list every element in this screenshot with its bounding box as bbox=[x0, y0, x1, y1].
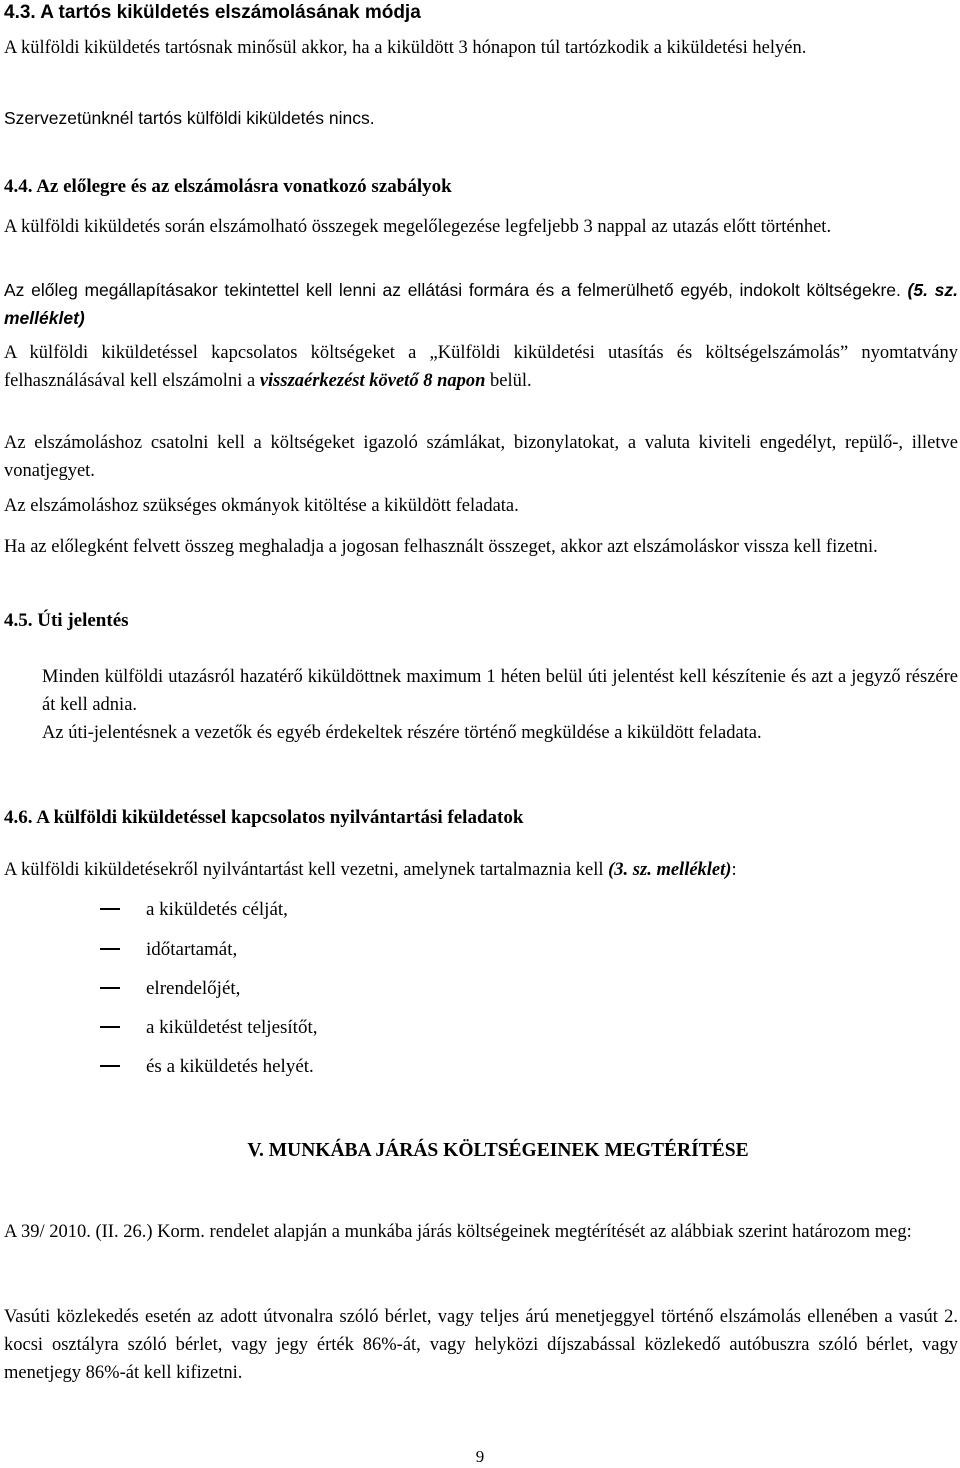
list-item-text: a kiküldetést teljesítőt, bbox=[146, 1017, 318, 1038]
heading-4-6: 4.6. A külföldi kiküldetéssel kapcsolatos nyilvántartási feladatok bbox=[4, 807, 524, 828]
list-item bbox=[100, 896, 288, 924]
dash-bullet-icon bbox=[100, 1026, 120, 1028]
dash-bullet-icon bbox=[100, 1065, 120, 1067]
chapter-v-heading: V. MUNKÁBA JÁRÁS KÖLTSÉGEINEK MEGTÉRÍTÉSE bbox=[247, 1140, 749, 1161]
list-item-text: időtartamát, bbox=[146, 939, 238, 960]
advance-amount-text: Az előleg megállapításakor tekintettel kell lenni az ellátási formára és a felmerülhető egyéb, indokolt költségekre. bbox=[4, 280, 908, 300]
annex-5-reference: (5. sz. melléklet) bbox=[4, 280, 958, 328]
registry-intro-colon: : bbox=[731, 860, 737, 880]
paragraph-rail-commute: Vasúti közlekedés esetén az adott útvonalra szóló bérlet, vagy teljes árú menetjeggyel történő elszámolás ellenében a vasút 2. kocsi osztályra szóló bérlet, vagy jegy érték 86%-át, vagy helyközi díjszabással közlekedő autóbuszra szóló bérlet, vagy menetjegy 86%-át kell kifizetni. bbox=[4, 1307, 958, 1383]
settlement-text: A külföldi kiküldetéssel kapcsolatos költségeket a „Külföldi kiküldetési utasítás és költségelszámolás” nyomtatvány felhasználásával kell elszámolni a bbox=[4, 343, 958, 391]
registry-intro-text: A külföldi kiküldetésekről nyilvántartást kell vezetni, amelynek tartalmaznia kell bbox=[4, 860, 609, 880]
paragraph-travel-report-distribution: Az úti-jelentésnek a vezetők és egyéb érdekeltek részére történő megküldése a kiküldött feladata. bbox=[42, 723, 762, 743]
list-item bbox=[100, 936, 237, 964]
paragraph-advance-timing: A külföldi kiküldetés során elszámolható összegek megelőlegezése legfeljebb 3 nappal az utazás előtt történhet. bbox=[4, 217, 832, 237]
dash-bullet-icon bbox=[100, 908, 120, 910]
paragraph-travel-report: Minden külföldi utazásról hazatérő kiküldöttnek maximum 1 héten belül úti jelentést kell készítenie és azt a jegyző részére át kell adnia. bbox=[42, 667, 958, 715]
list-item-text: a kiküldetés célját, bbox=[146, 899, 288, 920]
registry-list bbox=[100, 896, 800, 1096]
paragraph-attachments: Az elszámoláshoz csatolni kell a költségeket igazoló számlákat, bizonylatokat, a valuta kiviteli engedélyt, repülő-, illetve vonatjegyet. bbox=[4, 433, 958, 481]
annex-3-reference: (3. sz. melléklet) bbox=[608, 860, 732, 880]
settlement-text-end: belül. bbox=[485, 371, 532, 391]
dash-bullet-icon bbox=[100, 948, 120, 950]
page-number: 9 bbox=[475, 1447, 485, 1466]
list-item bbox=[100, 1053, 314, 1081]
heading-4-5: 4.5. Úti jelentés bbox=[4, 610, 129, 631]
list-item-text: elrendelőjét, bbox=[146, 978, 241, 999]
paragraph-documents: Az elszámoláshoz szükséges okmányok kitöltése a kiküldött feladata. bbox=[4, 496, 519, 516]
paragraph-4-3-definition: A külföldi kiküldetés tartósnak minősül akkor, ha a kiküldött 3 hónapon túl tartózkodik a kiküldetési helyén. bbox=[4, 38, 807, 58]
paragraph-repayment: Ha az előlegként felvett összeg meghaladja a jogosan felhasznált összeget, akkor azt elszámoláskor vissza kell fizetni. bbox=[4, 537, 878, 557]
paragraph-settlement bbox=[4, 339, 958, 395]
list-item bbox=[100, 1014, 318, 1042]
paragraph-registry-intro bbox=[4, 856, 958, 884]
paragraph-advance-amount bbox=[4, 276, 958, 332]
dash-bullet-icon bbox=[100, 987, 120, 989]
paragraph-commute-regulation: A 39/ 2010. (II. 26.) Korm. rendelet alapján a munkába járás költségeinek megtérítését az alábbiak szerint határozom meg: bbox=[4, 1222, 912, 1242]
list-item-text: és a kiküldetés helyét. bbox=[146, 1056, 314, 1077]
heading-4-3: 4.3. A tartós kiküldetés elszámolásának módja bbox=[4, 2, 421, 23]
settlement-deadline: visszaérkezést követő 8 napon bbox=[259, 371, 486, 391]
paragraph-4-3-none: Szervezetünknél tartós külföldi kiküldetés nincs. bbox=[4, 108, 375, 128]
list-item bbox=[100, 975, 240, 1003]
heading-4-4: 4.4. Az előlegre és az elszámolásra vonatkozó szabályok bbox=[4, 176, 452, 197]
